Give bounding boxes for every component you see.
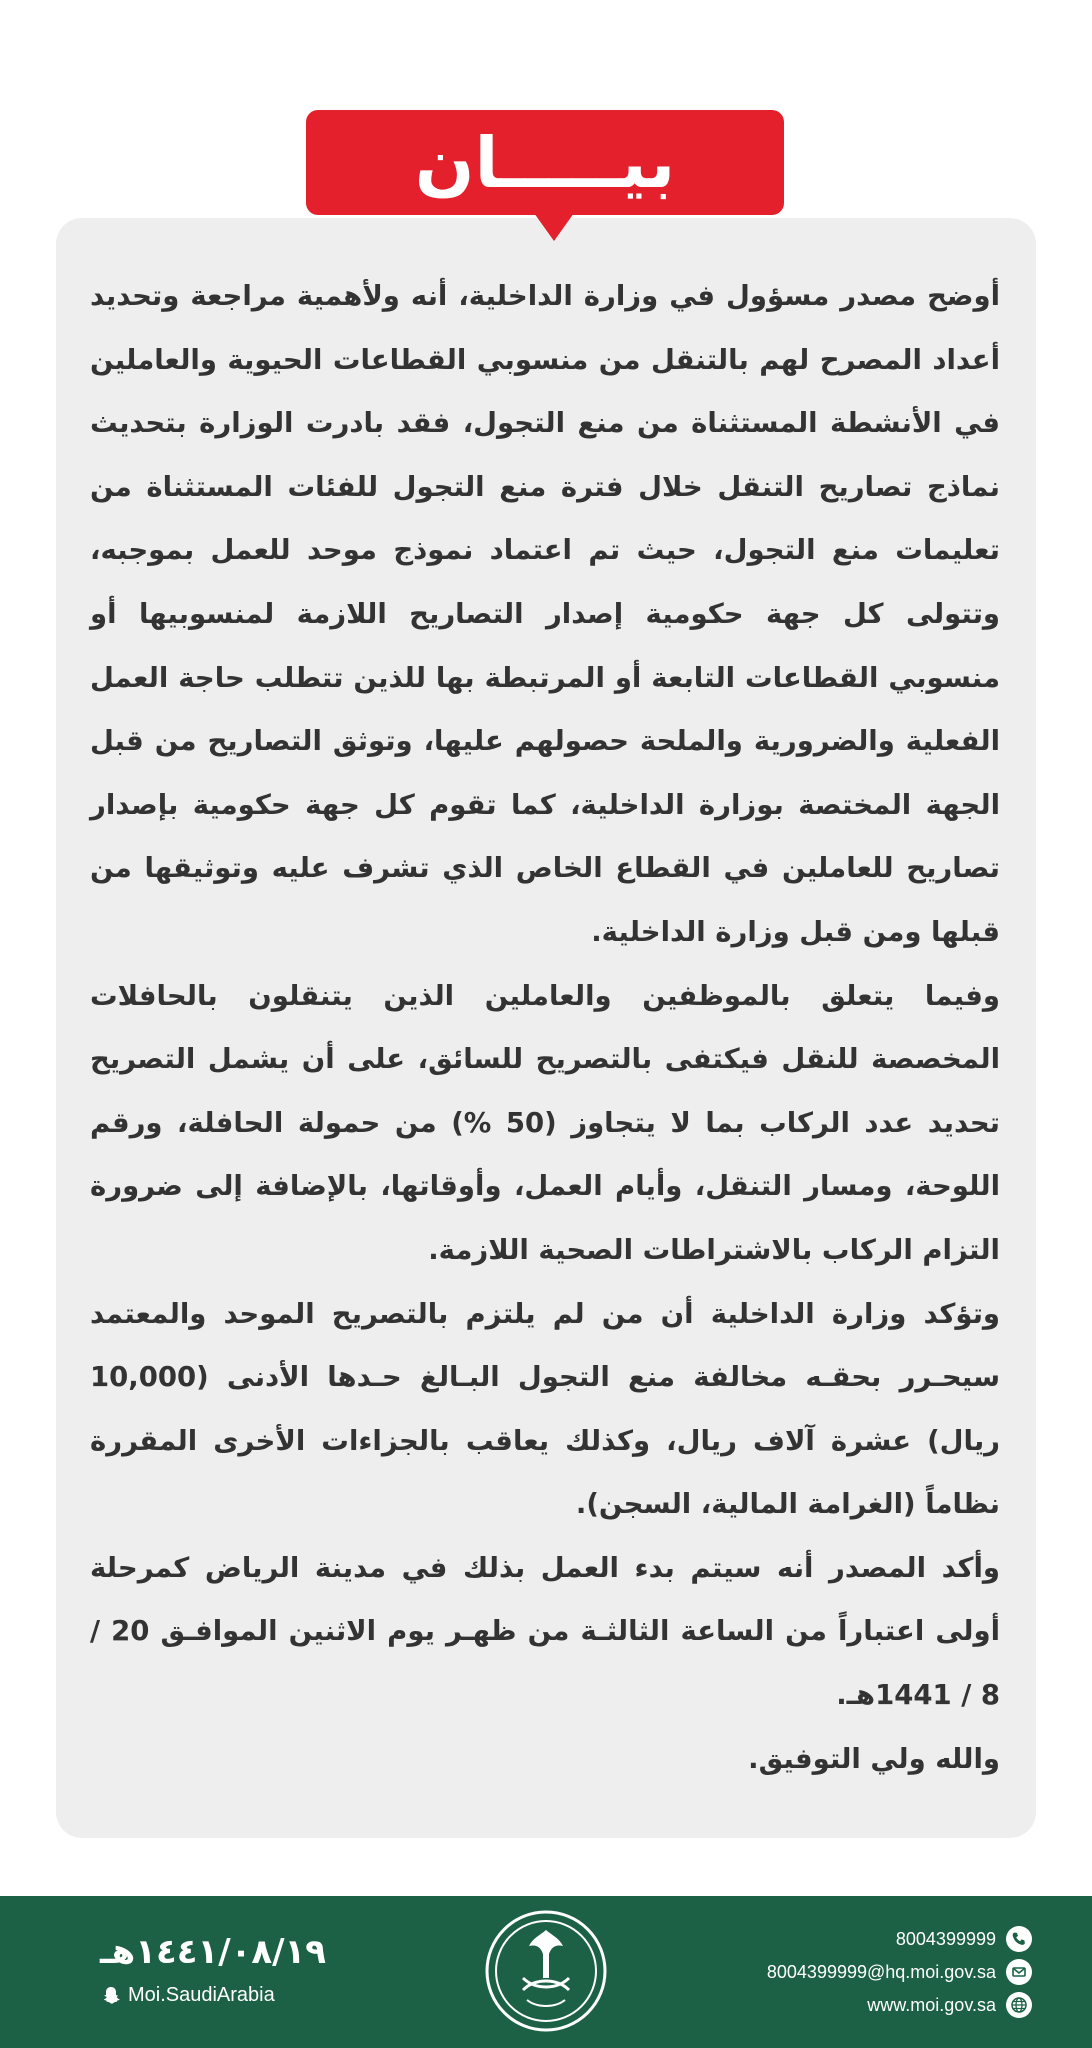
snapchat-handle-text: Moi.SaudiArabia: [128, 1984, 275, 2006]
ministry-emblem-icon: [483, 1908, 609, 2034]
statement-paragraph: والله ولي التوفيق.: [748, 1742, 1000, 1775]
footer-bar: [0, 1896, 1092, 2048]
statement-paragraph: أوضح مصدر مسؤول في وزارة الداخلية، أنه ولأهمية مراجعة وتحديد أعداد المصرح لهم بالتنقل من منسوبي القطاعات الحيوية والعاملين في الأنشطة المستثناة من منع التجول، فقد بادرت الوزارة بتحديث نماذج تصاريح التنقل خلال فترة منع التجول للفئات المستثناة من تعليمات منع التجول، حيث تم اعتماد نموذج موحد للعمل بموجبه، وتتولى كل جهة حكومية إصدار التصاريح اللازمة لمنسوبيها أو منسوبي القطاعات التابعة أو المرتبطة بها للذين تتطلب حاجة العمل الفعلية والضرورية والملحة حصولهم عليها، وتوثق التصاريح من قبل الجهة المختصة بوزارة الداخلية، كما تقوم كل جهة حكومية بإصدار تصاريح للعاملين في القطاع الخاص الذي تشرف عليه وتوثيقها من قبلها ومن قبل وزارة الداخلية.: [90, 280, 1000, 948]
statement-title-text: بيـــــان: [414, 121, 676, 204]
email-row[interactable]: [767, 1959, 1032, 1985]
contact-info: [767, 1926, 1032, 2018]
statement-paragraph: وأكد المصدر أنه سيتم بدء العمل بذلك في مدينة الرياض كمرحلة أولى اعتباراً من الساعة الثالثـة من ظهـر يوم الاثنين الموافـق 20 / 8 / 1441هـ.: [90, 1551, 1000, 1712]
website-row[interactable]: [767, 1992, 1032, 2018]
website-url: www.moi.gov.sa: [867, 1994, 996, 2015]
snapchat-icon: [100, 1985, 122, 2007]
statement-paragraph: وفيما يتعلق بالموظفين والعاملين الذين يتنقلون بالحافلات المخصصة للنقل فيكتفى بالتصريح للسائق، على أن يشمل التصريح تحديد عدد الركاب بما لا يتجاوز (50 %) من حمولة الحافلة، ورقم اللوحة، ومسار التنقل، وأيام العمل، وأوقاتها، بالإضافة إلى ضرورة التزام الركاب بالاشتراطات الصحية اللازمة.: [90, 979, 1000, 1266]
phone-number: 8004399999: [895, 1928, 996, 1949]
hijri-date: ١٤٤١/٠٨/١٩هـ: [100, 1932, 327, 1972]
statement-paragraph: وتؤكد وزارة الداخلية أن من لم يلتزم بالتصريح الموحد والمعتمد سيحـرر بحقـه مخالفة منع التجول البـالغ حـدها الأدنى (10,000 ريال) عشرة آلاف ريال، وكذلك يعاقب بالجزاءات الأخرى المقررة نظاماً (الغرامة المالية، السجن).: [90, 1297, 1000, 1521]
email-address: 8004399999@hq.moi.gov.sa: [766, 1961, 996, 1982]
title-pointer: [534, 213, 574, 241]
globe-icon: [1006, 1992, 1032, 2018]
mail-icon: [1006, 1959, 1032, 1985]
phone-row[interactable]: [767, 1926, 1032, 1952]
phone-icon: [1006, 1926, 1032, 1952]
statement-title: [306, 110, 784, 215]
snapchat-handle[interactable]: [100, 1984, 275, 2007]
statement-body: [90, 265, 1000, 1791]
